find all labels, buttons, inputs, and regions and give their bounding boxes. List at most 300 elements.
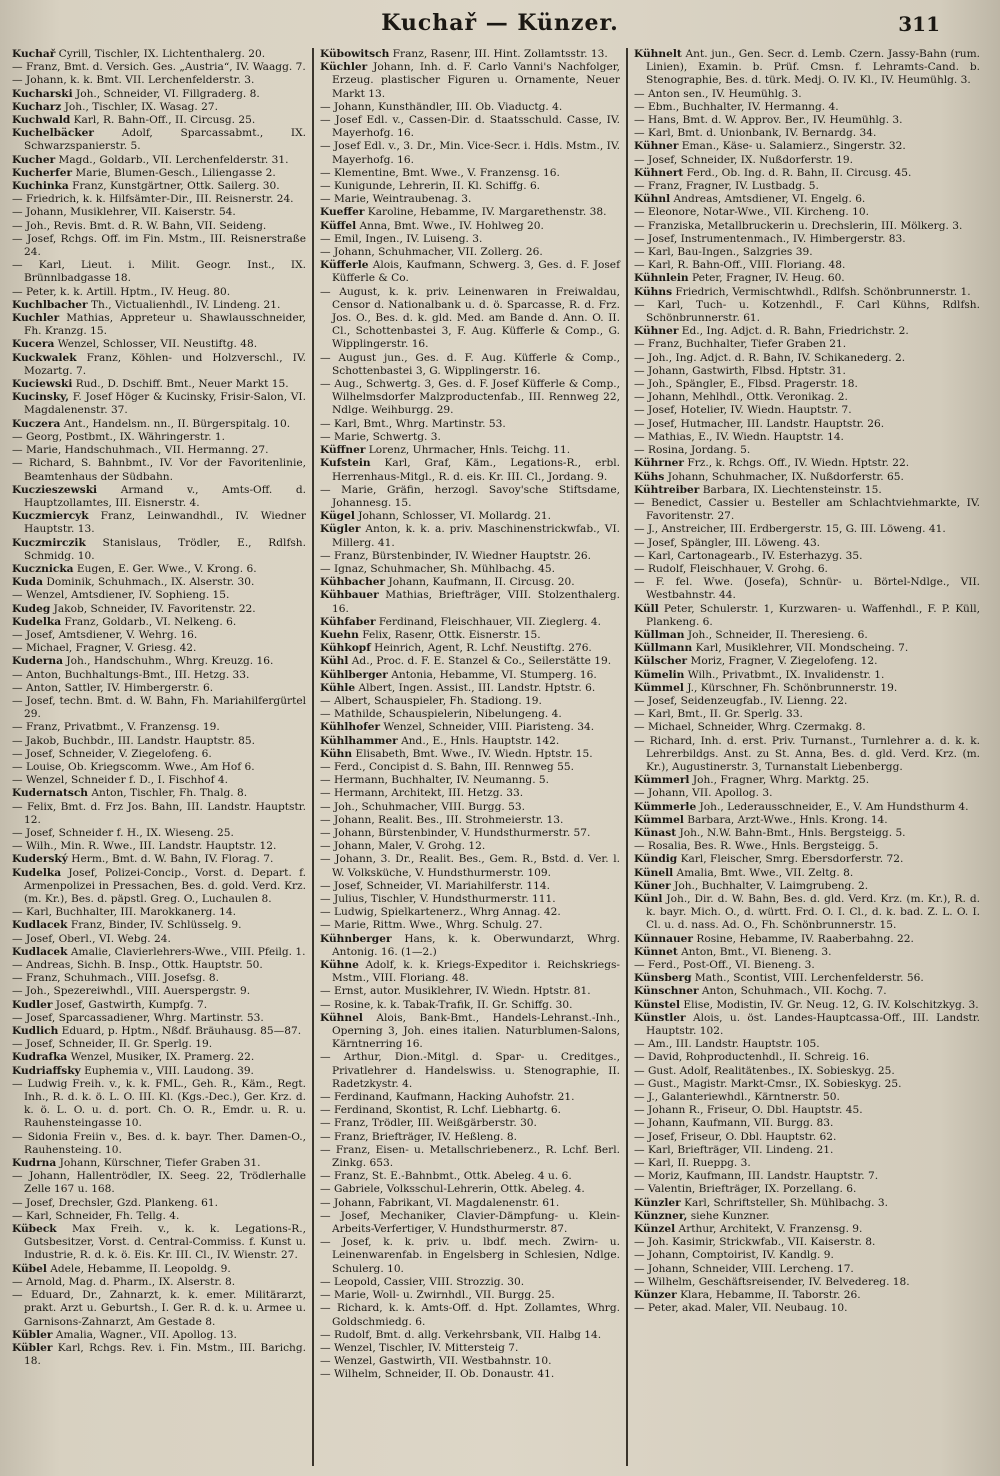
entry-surname: Küchler	[320, 61, 368, 74]
entry-details: — Marie, Handschuhmach., VII. Hermanng. 27.	[12, 444, 269, 457]
directory-entry	[12, 206, 306, 219]
entry-surname: Kühkopf	[320, 642, 371, 655]
entry-surname: Kühfaber	[320, 615, 376, 628]
entry-surname: Kühs	[634, 470, 665, 483]
entry-details: — Wenzel, Amtsdiener, IV. Sophieng. 15.	[12, 589, 230, 602]
entry-details: — Arnold, Mag. d. Pharm., IX. Alserstr. 8.	[12, 1275, 236, 1288]
entry-surname: Kühlhammer	[320, 734, 398, 747]
entry-surname: Kümmerle	[634, 800, 697, 813]
directory-entry	[12, 167, 306, 180]
directory-entry	[12, 193, 306, 206]
entry-surname: Kühlberger	[320, 668, 388, 681]
directory-entry	[634, 827, 980, 840]
entry-details: — Josef, Amtsdiener, V. Wehrg. 16.	[12, 628, 198, 641]
directory-entry	[12, 391, 306, 417]
directory-entry	[634, 695, 980, 708]
directory-entry	[634, 48, 980, 88]
directory-entry	[12, 919, 306, 932]
entry-details: Cyrill, Tischler, IX. Lichtenthalerg. 20.	[55, 48, 266, 60]
entry-surname: Kühtreiber	[634, 483, 700, 496]
entry-details: Franz, Goldarb., VI. Nelkeng. 6.	[61, 615, 237, 628]
entry-surname: Kuczmirczik	[12, 536, 86, 549]
entry-details: Ferd., Ob. Ing. d. R. Bahn, II. Circusg. 45.	[683, 166, 912, 179]
entry-details: — Joh., Revis. Bmt. d. R. W. Bahn, VII. Seideng.	[12, 219, 267, 232]
entry-surname: Kucera	[12, 338, 55, 351]
directory-entry	[634, 563, 980, 576]
entry-details: Johann, Schlosser, VI. Mollardg. 21.	[354, 510, 552, 523]
entry-details: — Marie, Schwertg. 3.	[320, 430, 441, 443]
entry-surname: Kühbauer	[320, 589, 379, 602]
directory-entry	[320, 233, 620, 246]
entry-details: — Hans, Bmt. d. W. Approv. Ber., IV. Heumühlg. 3.	[634, 114, 903, 127]
entry-surname: Künzner,	[634, 1209, 688, 1222]
directory-entry	[320, 246, 620, 259]
entry-details: Anton, Bmt., VI. Bieneng. 3.	[677, 945, 832, 958]
entry-surname: Kühnl	[634, 193, 671, 206]
directory-entry	[634, 1078, 980, 1091]
directory-entry	[12, 1170, 306, 1196]
directory-entry	[634, 193, 980, 206]
entry-details: Alois, Bank-Bmt., Handels-Lehranst.-Inh., Operning 3, Joh. eines italien. Naturblumen-Salons, Kärntnerring 16.	[332, 1011, 620, 1051]
entry-surname: Kuda	[12, 576, 43, 589]
directory-entry	[12, 1038, 306, 1051]
directory-entry	[320, 418, 620, 431]
directory-entry	[12, 642, 306, 655]
entry-details: Rud., D. Dschiff. Bmt., Neuer Markt 15.	[72, 378, 289, 391]
entry-details: F. Josef Höger & Kucinsky, Frisir-Salon, VI. Magdalenenstr. 37.	[24, 391, 306, 417]
directory-entry	[634, 1236, 980, 1249]
entry-surname: Kuchlbacher	[12, 298, 88, 311]
entry-details: — J., Anstreicher, III. Erdbergerstr. 15, G. III. Löweng. 41.	[634, 523, 946, 536]
directory-entry	[634, 471, 980, 484]
entry-details: Joh., Handschuhm., Whrg. Kreuzg. 16.	[62, 655, 274, 668]
entry-details: Anna, Bmt. Wwe., IV. Hohlweg 20.	[356, 219, 544, 232]
directory-entry	[320, 140, 620, 166]
entry-surname: Künsberg	[634, 972, 692, 985]
entry-details: — Richard, S. Bahnbmt., IV. Vor der Favoritenlinie, Beamtenhaus der Südbahn.	[12, 457, 306, 483]
entry-surname: Künell	[634, 866, 674, 879]
directory-entry	[634, 801, 980, 814]
directory-entry	[320, 933, 620, 959]
directory-entry	[12, 999, 306, 1012]
entry-details: Eugen, E. Ger. Wwe., V. Krong. 6.	[73, 562, 257, 575]
entry-surname: Kuchař	[12, 48, 56, 60]
entry-details: Eman., Käse- u. Salamierz., Singerstr. 32.	[678, 140, 906, 153]
directory-entry	[12, 484, 306, 510]
directory-entry	[12, 721, 306, 734]
entry-details: Mathias, Briefträger, VIII. Stolzenthalerg. 16.	[332, 589, 620, 615]
entry-surname: Kühns	[634, 285, 673, 298]
entry-details: Ant., Handelsm. nn., II. Bürgerspitalg. 10.	[60, 417, 291, 430]
entry-details: Math., Scontist, VIII. Lerchenfelderstr. 56.	[691, 972, 924, 985]
entry-details: Barbara, Arzt-Wwe., Hnls. Krong. 14.	[683, 813, 888, 826]
directory-entry	[634, 972, 980, 985]
entry-details: — Marie, Gräfin, herzogl. Savoy'sche Stiftsdame, Johannesg. 15.	[320, 483, 620, 509]
column-3	[626, 48, 986, 1466]
entry-details: Wenzel, Schlosser, VII. Neustiftg. 48.	[54, 338, 258, 351]
entry-surname: Kudernatsch	[12, 787, 88, 800]
directory-entry	[12, 154, 306, 167]
directory-entry	[634, 378, 980, 391]
entry-surname: Kudrafka	[12, 1051, 68, 1064]
directory-entry	[320, 761, 620, 774]
entry-details: Karoline, Hebamme, IV. Margarethenstr. 38.	[364, 206, 607, 219]
entry-details: — J., Galanteriewhdl., Kärntnerstr. 50.	[634, 1091, 840, 1104]
page-number: 311	[898, 12, 940, 36]
entry-details: — Richard, Inh. d. erst. Priv. Turnanst., Turnlehrer a. d. k. k. Lehrerbildgs. Anst. zu St. Anna, Bes. d. gld. Verd. Krz. (m. Kr.), Augustinerstr. 3, Turnanstalt Liebenbergg.	[634, 734, 980, 773]
directory-entry	[634, 669, 980, 682]
entry-details: Alois, Kaufmann, Schwerg. 3, Ges. d. F. Josef Küfferle & Co.	[332, 259, 620, 285]
entry-details: — Karl, R. Bahn-Off., VIII. Floriang. 48.	[634, 259, 846, 272]
directory-entry	[12, 418, 306, 431]
entry-surname: Künschner	[634, 985, 699, 998]
entry-details: Friedrich, Vermischtwhdl., Rdlfsh. Schönbrunnerstr. 1.	[672, 285, 971, 298]
directory-entry	[320, 48, 620, 61]
entry-surname: Kucznicka	[12, 562, 74, 575]
directory-entry	[634, 431, 980, 444]
directory-entry	[12, 761, 306, 774]
directory-entry	[634, 774, 980, 787]
entry-details: Th., Victualienhdl., IV. Lindeng. 21.	[87, 298, 281, 311]
entry-details: — Peter, k. k. Artill. Hptm., IV. Heug. 80.	[12, 285, 231, 298]
entry-surname: Kübler	[12, 1341, 53, 1354]
entry-details: — Valentin, Briefträger, IX. Porzellang. 6.	[634, 1183, 857, 1196]
entry-surname: Kudriaffsky	[12, 1064, 81, 1077]
directory-entry	[634, 299, 980, 325]
directory-entry	[634, 180, 980, 193]
entry-details: Amalia, Bmt. Wwe., VII. Zeltg. 8.	[673, 866, 854, 879]
entry-details: — Johann, Mehlhdl., Ottk. Veronikag. 2.	[634, 391, 848, 404]
directory-entry	[12, 61, 306, 74]
entry-surname: Künnet	[634, 945, 678, 958]
entry-details: — Josef, Hotelier, IV. Wiedn. Hauptstr. 7.	[634, 404, 852, 417]
column-2	[312, 48, 626, 1466]
entry-details: — Johann, Kunsthändler, III. Ob. Viaductg. 4.	[320, 100, 563, 113]
directory-entry	[12, 933, 306, 946]
entry-details: — Rosalia, Bes. R. Wwe., Hnls. Bergsteigg. 5.	[634, 840, 879, 853]
entry-details: Karl, Graf, Käm., Legations-R., erbl. Herrenhaus-Mitgl., R. d. eis. Kr. III. Cl., Jordang. 9.	[332, 457, 620, 483]
entry-details: — Albert, Schauspieler, Fh. Stadiong. 19.	[320, 694, 542, 707]
directory-entry	[12, 787, 306, 800]
directory-entry	[320, 259, 620, 285]
directory-entry	[634, 814, 980, 827]
entry-details: — Klementine, Bmt. Wwe., V. Franzensg. 16.	[320, 166, 560, 179]
entry-surname: Kümmel	[634, 813, 684, 826]
directory-entry	[320, 827, 620, 840]
entry-details: — Anton sen., IV. Heumühlg. 3.	[634, 87, 802, 100]
entry-details: Stanislaus, Trödler, E., Rdlfsh. Schmidg. 10.	[24, 536, 306, 562]
directory-entry	[634, 1276, 980, 1289]
entry-details: — Johann, Musiklehrer, VII. Kaiserstr. 54.	[12, 206, 236, 219]
directory-entry	[634, 1223, 980, 1236]
page-header	[0, 0, 1000, 44]
directory-entry	[634, 391, 980, 404]
entry-details: — Wenzel, Gastwirth, VII. Westbahnstr. 10.	[320, 1355, 552, 1368]
directory-entry	[320, 1342, 620, 1355]
directory-entry	[320, 1117, 620, 1130]
entry-details: — Josef, Drechsler, Gzd. Plankeng. 61.	[12, 1196, 218, 1209]
entry-surname: Küllman	[634, 628, 685, 641]
directory-entry	[634, 721, 980, 734]
entry-details: — Rudolf, Bmt. d. allg. Verkehrsbank, VII. Halbg 14.	[320, 1328, 602, 1341]
directory-entry	[320, 576, 620, 589]
entry-surname: Kudlacek	[12, 919, 68, 932]
directory-entry	[320, 1210, 620, 1236]
entry-details: Franz, Kunstgärtner, Ottk. Sailerg. 30.	[68, 180, 280, 193]
directory-entry	[634, 985, 980, 998]
directory-entry	[634, 1263, 980, 1276]
entry-surname: Kümelin	[634, 668, 685, 681]
directory-entry	[12, 1131, 306, 1157]
entry-details: — Johann, Maler, V. Grohg. 12.	[320, 840, 486, 853]
entry-details: Elise, Modistin, IV. Gr. Neug. 12, G. IV. Kolschitzkyg. 3.	[680, 998, 979, 1011]
entry-details: Joh., Lederausschneider, E., V. Am Hundsthurm 4.	[696, 800, 969, 813]
directory-entry	[12, 985, 306, 998]
entry-details: — Karl, Schneider, Fh. Tellg. 4.	[12, 1209, 180, 1222]
entry-details: — David, Rohproductenhdl., II. Schreig. 16.	[634, 1051, 870, 1064]
entry-surname: Kuchinka	[12, 180, 69, 193]
entry-details: — Josef, Friseur, O. Dbl. Hauptstr. 62.	[634, 1130, 837, 1143]
directory-entry	[12, 1051, 306, 1064]
entry-details: siehe Kunzner.	[687, 1209, 770, 1222]
entry-details: Johann, Inh. d. F. Carlo Vanni's Nachfolger, Erzeug. plastischer Figuren u. Ornamente, Neuer Markt 13.	[332, 61, 620, 100]
entry-details: — Karl, Tuch- u. Kotzenhdl., F. Carl Kühns, Rdlfsh. Schönbrunnerstr. 61.	[634, 298, 980, 325]
directory-entry	[634, 1302, 980, 1315]
directory-entry	[634, 418, 980, 431]
entry-surname: Küffel	[320, 219, 357, 232]
entry-surname: Kucharski	[12, 87, 73, 100]
directory-entry	[12, 735, 306, 748]
directory-entry	[12, 801, 306, 827]
entry-surname: Kümmel	[634, 681, 684, 694]
directory-entry	[320, 735, 620, 748]
directory-entry	[320, 101, 620, 114]
entry-details: Antonia, Hebamme, VI. Stumperg. 16.	[387, 668, 597, 681]
directory-entry	[634, 1012, 980, 1038]
directory-entry	[320, 1197, 620, 1210]
directory-entry	[320, 853, 620, 879]
directory-entry	[634, 893, 980, 933]
entry-details: Joh., Dir. d. W. Bahn, Bes. d. gld. Verd. Krz. (m. Kr.), R. d. k. bayr. Mich. O., d. württ. Frd. O. I. Cl., d. k. bad. Z. L. O. I. Cl. u. d. nass. Ad. O., Fh. Schönbrunnerstr. 15.	[646, 893, 980, 932]
directory-entry	[634, 853, 980, 866]
directory-entry	[320, 1131, 620, 1144]
entry-details: Elisabeth, Bmt. Wwe., IV. Wiedn. Hptstr. 15.	[352, 747, 593, 760]
directory-entry	[320, 61, 620, 101]
directory-entry	[634, 272, 980, 285]
entry-details: Ferdinand, Fleischhauer, VII. Zieglerg. 4.	[375, 615, 602, 628]
entry-details: — Josef, Schneider, IX. Nußdorferstr. 19.	[634, 153, 854, 166]
directory-entry	[634, 735, 980, 775]
entry-surname: Künl	[634, 893, 663, 905]
directory-entry	[12, 1223, 306, 1263]
directory-entry	[634, 867, 980, 880]
entry-details: — Eduard, Dr., Zahnarzt, k. k. emer. Militärarzt, prakt. Arzt u. Geburtsh., I. Ger. R. d. k. u. Armee u. Garnisons-Zahnarzt, Am Gestade 8.	[12, 1289, 306, 1328]
directory-entry	[634, 286, 980, 299]
entry-surname: Künast	[634, 826, 677, 839]
directory-entry	[634, 880, 980, 893]
entry-details: — Joh. Kasimir, Strickwfab., VII. Kaiserstr. 8.	[634, 1236, 876, 1249]
directory-entry	[12, 616, 306, 629]
entry-details: — Johann, k. k. Bmt. VII. Lerchenfelderstr. 3.	[12, 74, 255, 87]
entry-details: Joh., Tischler, IX. Wasag. 27.	[61, 100, 219, 113]
directory-entry	[320, 1144, 620, 1170]
directory-entry	[634, 840, 980, 853]
entry-details: Andreas, Amtsdiener, VI. Engelg. 6.	[670, 193, 866, 206]
directory-entry	[12, 220, 306, 233]
directory-entry	[12, 1065, 306, 1078]
directory-entry	[634, 365, 980, 378]
entry-details: Wenzel, Schneider, VIII. Piaristeng. 34.	[380, 721, 595, 734]
directory-entry	[320, 378, 620, 418]
entry-details: — Rosine, k. k. Tabak-Trafik, II. Gr. Schiffg. 30.	[320, 998, 573, 1011]
entry-details: — Johann, Hallentrödler, IX. Seeg. 22, Trödlerhalle Zelle 167 u. 168.	[12, 1170, 306, 1196]
entry-details: Johann, Kaufmann, II. Circusg. 20.	[385, 576, 575, 589]
entry-details: Anton, Schuhmach., VII. Kochg. 7.	[698, 985, 887, 998]
directory-entry	[12, 1342, 306, 1368]
entry-details: Karl, R. Bahn-Off., II. Circusg. 25.	[70, 114, 256, 127]
directory-entry	[634, 629, 980, 642]
directory-entry	[320, 431, 620, 444]
directory-entry	[12, 233, 306, 259]
directory-entry	[634, 946, 980, 959]
entry-details: — Jakob, Buchbdr., III. Landstr. Hauptstr. 85.	[12, 734, 255, 747]
directory-entry	[12, 827, 306, 840]
entry-details: — Johann, Bürstenbinder, V. Hundsthurmerstr. 57.	[320, 826, 591, 839]
directory-entry	[320, 629, 620, 642]
entry-details: — Anton, Buchhaltungs-Bmt., III. Hetzg. 33.	[12, 668, 250, 681]
entry-details: Franz, Köhlen- und Holzverschl., IV. Mozartg. 7.	[24, 351, 306, 377]
directory-entry	[320, 1355, 620, 1368]
entry-surname: Kügler	[320, 523, 361, 536]
directory-entry	[12, 88, 306, 101]
directory-entry	[12, 457, 306, 483]
directory-entry	[12, 431, 306, 444]
entry-details: — Ferd., Concipist d. S. Bahn, III. Rennweg 55.	[320, 760, 574, 773]
directory-entry	[12, 74, 306, 87]
directory-entry	[320, 167, 620, 180]
entry-details: — Benedict, Cassier u. Besteller am Schlachtviehmarkte, IV. Favoritenstr. 27.	[634, 496, 980, 523]
directory-entry	[634, 682, 980, 695]
entry-details: — Franz, Eisen- u. Metallschriebenerz., R. Lchf. Berl. Zinkg. 653.	[320, 1143, 620, 1170]
entry-details: Adele, Hebamme, II. Leopoldg. 9.	[46, 1262, 231, 1275]
directory-entry	[634, 708, 980, 721]
entry-details: Barbara, IX. Liechtensteinstr. 15.	[699, 483, 882, 496]
entry-details: And., E., Hnls. Hauptstr. 142.	[397, 734, 560, 747]
entry-details: — Karl, Bau-Ingen., Salzgries 39.	[634, 246, 813, 259]
directory-entry	[320, 999, 620, 1012]
entry-details: — Joh., Spezereiwhdl., VIII. Auerspergstr. 9.	[12, 985, 251, 998]
directory-entry	[320, 1012, 620, 1052]
entry-details: Heinrich, Agent, R. Lchf. Neustiftg. 276.	[370, 642, 592, 655]
column-1	[6, 48, 312, 1466]
directory-entry	[12, 180, 306, 193]
directory-entry	[634, 655, 980, 668]
entry-details: Armand v., Amts-Off. d. Hauptzollamtes, III. Eisnerstr. 4.	[24, 483, 306, 509]
entry-details: — Karl, Lieut. i. Milit. Geogr. Inst., IX. Brünnlbadgasse 18.	[12, 259, 306, 285]
directory-entry	[12, 1025, 306, 1038]
directory-entry	[634, 140, 980, 153]
entry-details: — Joh., Ing. Adjct. d. R. Bahn, IV. Schikanederg. 2.	[634, 351, 906, 364]
directory-entry	[12, 127, 306, 153]
directory-entry	[12, 299, 306, 312]
directory-entry	[12, 48, 306, 61]
entry-surname: Kuckwalek	[12, 351, 77, 364]
entry-details: — Franz, Privatbmt., V. Franzensg. 19.	[12, 721, 220, 734]
entry-surname: Kudler	[12, 998, 53, 1011]
directory-entry	[320, 1368, 620, 1381]
entry-details: — Marie, Weintraubenag. 3.	[320, 193, 472, 206]
entry-surname: Kueffer	[320, 206, 365, 219]
directory-entry	[12, 695, 306, 721]
directory-entry	[12, 906, 306, 919]
entry-details: Max Freih. v., k. k. Legations-R., Gutsbesitzer, Vorst. d. Central-Commiss. f. Kunst u. Industrie, R. d. k. ö. Eis. Kr. III. Cl., IV. Wienstr. 27.	[24, 1223, 306, 1262]
entry-details: — Karl, Bmt. d. Unionbank, IV. Bernardg. 34.	[634, 127, 877, 140]
entry-details: Joh., Buchhalter, V. Laimgrubeng. 2.	[670, 879, 869, 892]
entry-details: Peter, Schulerstr. 1, Kurzwaren- u. Waffenhdl., F. P. Küll, Plankeng. 6.	[646, 602, 980, 628]
entry-surname: Kuehn	[320, 628, 359, 641]
directory-entry	[12, 655, 306, 668]
directory-entry	[634, 787, 980, 800]
entry-details: — Ernst, autor. Musiklehrer, IV. Wiedn. Hptstr. 81.	[320, 985, 591, 998]
directory-entry	[634, 88, 980, 101]
entry-details: Rosine, Hebamme, IV. Raaberbahng. 22.	[692, 932, 914, 945]
directory-entry	[320, 352, 620, 378]
directory-entry	[634, 1197, 980, 1210]
entry-details: — Louise, Ob. Kriegscomm. Wwe., Am Hof 6.	[12, 760, 255, 773]
directory-entry	[634, 233, 980, 246]
entry-details: — Karl, Bmt., II. Gr. Sperlg. 33.	[634, 708, 803, 721]
directory-entry	[634, 933, 980, 946]
directory-entry	[12, 101, 306, 114]
entry-details: — Johann, Fabrikant, VI. Magdalenenstr. 61.	[320, 1196, 560, 1209]
directory-entry	[634, 1038, 980, 1051]
directory-entry	[320, 721, 620, 734]
entry-details: — Johann R., Friseur, O. Dbl. Hauptstr. 45.	[634, 1104, 863, 1117]
entry-details: — Josef, Schneider f. H., IX. Wieseng. 25.	[12, 826, 234, 839]
entry-details: — Franziska, Metallbruckerin u. Drechslerin, III. Mölkerg. 3.	[634, 219, 963, 232]
entry-surname: Kühnlein	[634, 272, 689, 285]
entry-details: — Michael, Schneider, Whrg. Czermakg. 8.	[634, 721, 866, 734]
entry-details: — Josef, Sparcassadiener, Whrg. Martinstr. 53.	[12, 1011, 264, 1024]
entry-details: — Franz, Trödler, III. Weißgärberstr. 30.	[320, 1117, 537, 1130]
directory-entry	[320, 286, 620, 352]
entry-details: — Johann, VII. Apollog. 3.	[634, 787, 773, 800]
directory-entry	[634, 1183, 980, 1196]
entry-details: Josef, Gastwirth, Kumpfg. 7.	[52, 998, 208, 1011]
entry-surname: Kudrna	[12, 1157, 57, 1170]
entry-details: — Johann, 3. Dr., Realit. Bes., Gem. R., Bstd. d. Ver. l. W. Volksküche, V. Hundsthurmerstr. 109.	[320, 853, 620, 879]
directory-entry	[634, 1104, 980, 1117]
entry-details: Eduard, p. Hptm., Nßdf. Bräuhausg. 85—87.	[58, 1025, 302, 1038]
entry-details: — Franz, Bmt. d. Versich. Ges. „Austria“, IV. Waagg. 7.	[12, 61, 306, 74]
directory-entry	[12, 563, 306, 576]
directory-entry	[320, 193, 620, 206]
directory-entry	[12, 629, 306, 642]
entry-surname: Kuderna	[12, 655, 63, 668]
entry-details: Dominik, Schuhmach., IX. Alserstr. 30.	[42, 576, 255, 589]
directory-entry	[634, 1144, 980, 1157]
entry-details: — Michael, Fragner, V. Griesg. 42.	[12, 642, 197, 655]
entry-details: Adolf, k. k. Kriegs-Expeditor i. Reichskriegs-Mstm., VIII. Floriang. 48.	[332, 959, 620, 985]
entry-details: Anton, k. k. a. priv. Maschinenstrickwfab., VI. Millerg. 41.	[332, 523, 620, 549]
entry-surname: Kümmerl	[634, 774, 690, 787]
directory-entry	[634, 550, 980, 563]
entry-details: — Josef, Rchgs. Off. im Fin. Mstm., III. Reisnerstraße 24.	[12, 232, 306, 259]
entry-details: — Ludwig Freih. v., k. k. FML., Geh. R., Käm., Regt. Inh., R. d. k. ö. L. O. III. Kl. (Kgs.-Dec.), Ger. Krz. d. k. ö. L. O. u. d. port. Ch. O. R., Emdr. u. R. u. Rauhensteingasse 10.	[12, 1077, 306, 1130]
entry-details: — Wenzel, Tischler, IV. Mittersteig 7.	[320, 1341, 519, 1354]
directory-entry	[634, 484, 980, 497]
entry-details: — Johann, Realit. Bes., III. Strohmeierstr. 13.	[320, 813, 564, 826]
